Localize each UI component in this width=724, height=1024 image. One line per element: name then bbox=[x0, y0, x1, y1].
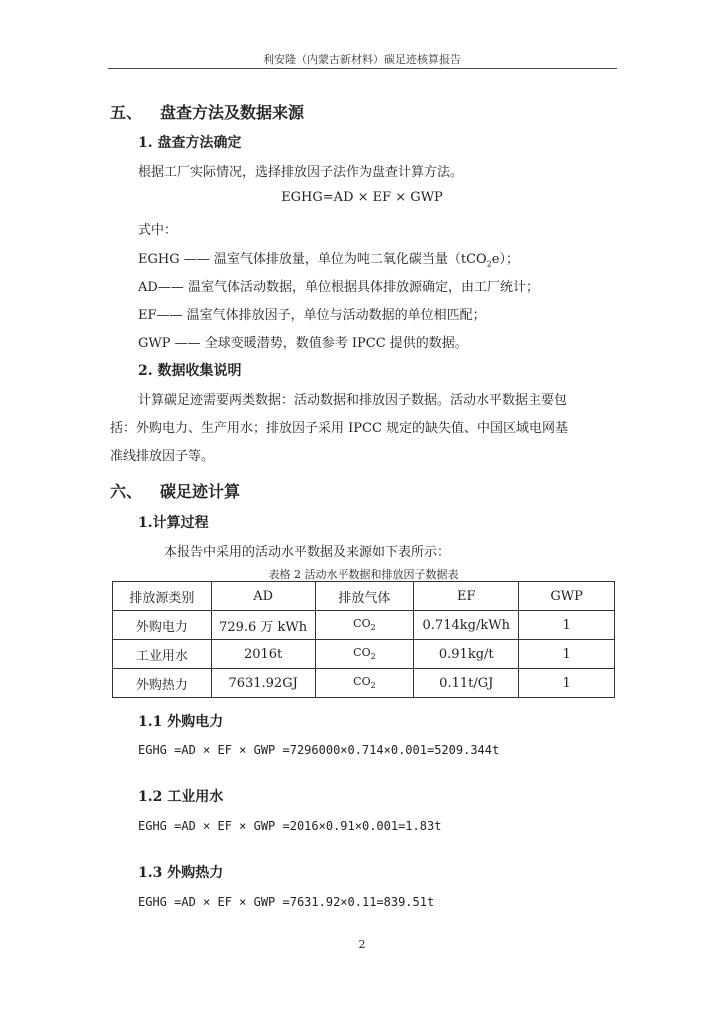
table-cell-ef: 0.714kg/kWh bbox=[414, 611, 519, 640]
table-row bbox=[113, 640, 615, 669]
data-paragraph-line: 计算碳足迹需要两类数据：活动数据和排放因子数据。活动水平数据主要包 bbox=[138, 393, 568, 408]
table-cell-ad: 7631.92GJ bbox=[211, 669, 315, 698]
calc-water-title: 1.2 工业用水 bbox=[138, 789, 224, 805]
definition-eghg: EGHG —— 温室气体排放量，单位为吨二氧化碳当量（tCO$_2$e）； bbox=[138, 252, 519, 269]
table-cell-gas: $CO_2$ bbox=[315, 669, 414, 698]
calc-electricity-formula: EGHG =AD × EF × GWP =7296000×0.714×0.001=5209.344t bbox=[138, 743, 500, 757]
section-5-title: 盘查方法及数据来源 bbox=[160, 103, 305, 122]
page-number: 2 bbox=[358, 938, 366, 951]
table-header-cell: AD bbox=[211, 582, 315, 611]
subsection-method-title: 1. 盘查方法确定 bbox=[138, 135, 242, 151]
section-6-title: 碳足迹计算 bbox=[160, 482, 241, 501]
table-row bbox=[113, 611, 615, 640]
table-header-cell: EF bbox=[414, 582, 519, 611]
definition-ad: AD—— 温室气体活动数据，单位根据具体排放源确定，由工厂统计； bbox=[138, 280, 539, 295]
table-row bbox=[113, 669, 615, 698]
formula-where-label: 式中： bbox=[138, 223, 178, 238]
table-cell-gwp: 1 bbox=[519, 669, 615, 698]
table-header-cell: 排放源类别 bbox=[113, 582, 212, 611]
table-cell-category: 外购热力 bbox=[113, 669, 212, 698]
main-formula: EGHG=AD × EF × GWP bbox=[281, 190, 443, 205]
table-intro: 本报告中采用的活动水平数据及来源如下表所示： bbox=[164, 545, 451, 560]
table-cell-ef: 0.91kg/t bbox=[414, 640, 519, 669]
definition-gwp: GWP —— 全球变暖潜势，数值参考 IPCC 提供的数据。 bbox=[138, 336, 468, 351]
table-header-cell: 排放气体 bbox=[315, 582, 414, 611]
calc-water-formula: EGHG =AD × EF × GWP =2016×0.91×0.001=1.83t bbox=[138, 819, 442, 833]
data-paragraph-line: 准线排放因子等。 bbox=[110, 449, 215, 464]
subsection-calc-title: 1.计算过程 bbox=[138, 515, 209, 531]
page-header: 利安隆（内蒙古新材料）碳足迹核算报告 bbox=[263, 53, 461, 66]
data-paragraph-line: 括：外购电力、生产用水；排放因子采用 IPCC 规定的缺失值、中国区域电网基 bbox=[110, 421, 569, 436]
table-cell-gwp: 1 bbox=[519, 611, 615, 640]
table-header-cell: GWP bbox=[519, 582, 615, 611]
table-cell-gas: $CO_2$ bbox=[315, 611, 414, 640]
definition-ef: EF—— 温室气体排放因子，单位与活动数据的单位相匹配； bbox=[138, 308, 486, 323]
table-cell-gwp: 1 bbox=[519, 640, 615, 669]
table-caption: 表格 2 活动水平数据和排放因子数据表 bbox=[268, 568, 459, 581]
method-intro: 根据工厂实际情况，选择排放因子法作为盘查计算方法。 bbox=[138, 165, 464, 180]
section-6-number: 六、 bbox=[110, 482, 143, 501]
calc-heat-title: 1.3 外购热力 bbox=[138, 865, 224, 881]
table-cell-gas: $CO_2$ bbox=[315, 640, 414, 669]
subsection-data-title: 2. 数据收集说明 bbox=[138, 363, 242, 379]
header-divider bbox=[108, 68, 617, 69]
table-cell-category: 工业用水 bbox=[113, 640, 212, 669]
data-table bbox=[112, 581, 615, 698]
table-cell-ad: 2016t bbox=[211, 640, 315, 669]
calc-electricity-title: 1.1 外购电力 bbox=[138, 714, 224, 730]
table-cell-ef: 0.11t/GJ bbox=[414, 669, 519, 698]
calc-heat-formula: EGHG =AD × EF × GWP =7631.92×0.11=839.51t bbox=[138, 895, 435, 909]
table-header-row bbox=[113, 582, 615, 611]
table-cell-category: 外购电力 bbox=[113, 611, 212, 640]
section-5-number: 五、 bbox=[110, 103, 143, 122]
table-cell-ad: 729.6 万 kWh bbox=[211, 611, 315, 640]
